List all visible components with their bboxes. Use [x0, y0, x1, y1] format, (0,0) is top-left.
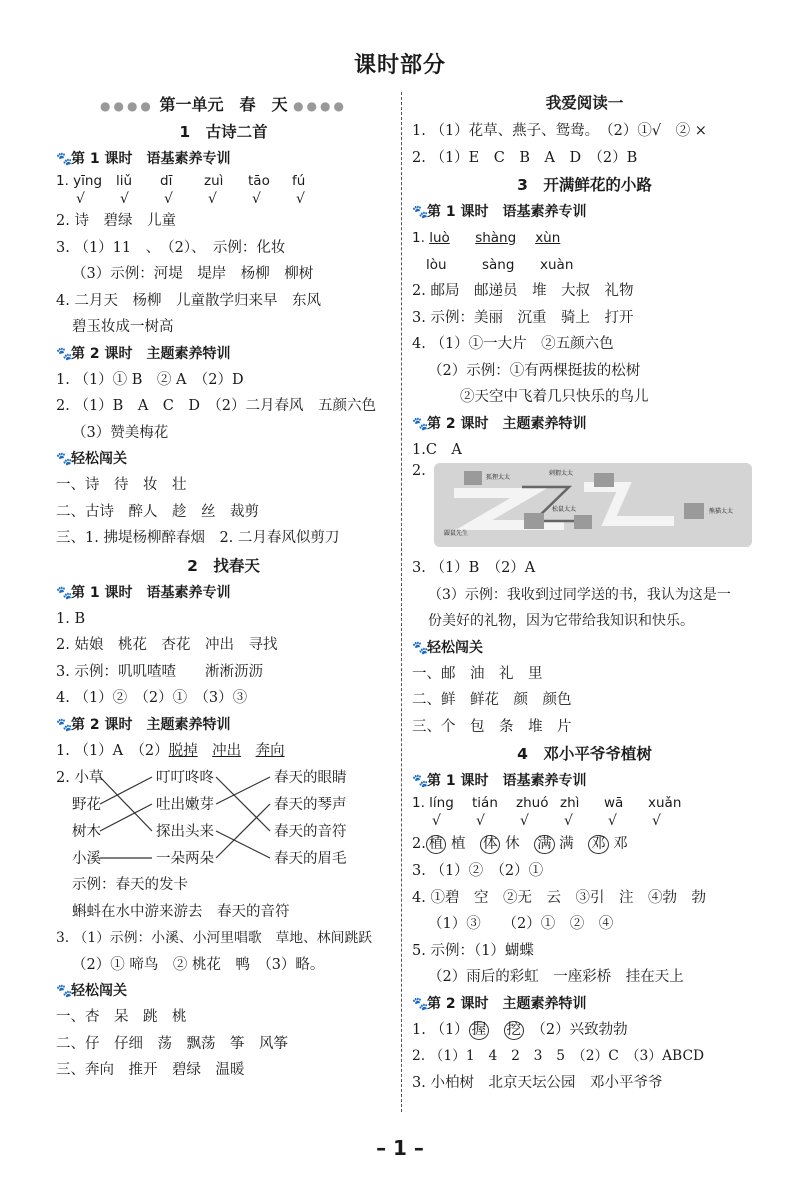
answer-line: 2. （1）B A C D （2）二月春风 五颜六色 [56, 398, 376, 414]
circled-char: 挖 [504, 1021, 525, 1040]
answer-line: 1. （1）① B ② A （2）D [56, 371, 244, 388]
right-column [412, 92, 757, 1096]
answer-line: 一、诗 待 妆 壮 [56, 477, 187, 493]
answer-line: 二、鲜 鲜花 颜 颜色 [412, 692, 572, 708]
paw-icon: 🐾 [412, 774, 429, 789]
pinyin-underlined: luò [429, 230, 450, 246]
answer-line: 1. B [56, 610, 86, 627]
match-left-item: 野花 [72, 797, 101, 813]
circled-char: 邓 [588, 835, 609, 854]
check-mark: √ [520, 813, 529, 829]
match-left-item: 小溪 [72, 851, 101, 867]
match-right-item: 春天的音符 [274, 824, 347, 840]
pinyin-syllable: zuì [204, 173, 224, 189]
check-mark: √ [76, 191, 85, 207]
answer-line: 1. （1）花草、燕子、鸳鸯。 （2）①√ ② × [412, 123, 707, 139]
reading-title: 我爱阅读一 [545, 94, 624, 112]
section-heading: 🐾第 1 课时 语基素养专训 [412, 199, 757, 225]
answer-line: （3）赞美梅花 [72, 424, 169, 441]
dots-decoration: ●●●● [293, 98, 347, 113]
answer-line: 一、杏 呆 跳 桃 [56, 1009, 187, 1025]
pinyin-syllable: zhuó [516, 795, 549, 811]
answer-line: （2）示例：①有两棵挺拔的松树 [428, 362, 641, 379]
answer-line: 3. （1）B （2）A [412, 560, 536, 576]
pinyin-underlined: shàng [475, 230, 517, 246]
match-mid-item: 一朵两朵 [156, 851, 214, 867]
left-column [56, 92, 391, 1084]
circled-char: 体 [480, 835, 501, 854]
map-label: 松鼠太太 [552, 506, 577, 513]
map-answer [412, 463, 757, 555]
pinyin-syllable: tāo [248, 173, 270, 189]
match-right-item: 春天的琴声 [274, 797, 347, 813]
check-mark: √ [208, 191, 217, 207]
answer-line: 蝌蚪在水中游来游去 春天的音符 [72, 903, 290, 920]
section-heading: 🐾第 2 课时 主题素养特训 [56, 712, 391, 738]
dots-decoration: ●●●● [100, 98, 154, 113]
pinyin-syllable: liǔ [116, 173, 133, 189]
paw-icon: 🐾 [56, 585, 73, 601]
page-title: 课时部分 [353, 53, 446, 78]
match-left-item: 树木 [72, 824, 101, 840]
route-map-image [434, 463, 752, 547]
section-heading: 🐾第 1 课时 语基素养专训 [56, 580, 391, 606]
question-number: 2. [412, 463, 426, 479]
match-right-item: 春天的眉毛 [274, 851, 347, 867]
underlined-word: 奔向 [255, 742, 285, 759]
paw-icon: 🐾 [56, 452, 73, 467]
lesson-title: 1 古诗二首 [179, 123, 268, 141]
check-row [56, 191, 391, 208]
match-mid-item: 吐出嫩芽 [156, 797, 214, 813]
answer-line: （2）雨后的彩虹 一座彩桥 挂在天上 [428, 969, 684, 985]
answer-line: （3）示例：我收到过同学送的书，我认为这是一 [428, 586, 731, 603]
answer-line: 示例：春天的发卡 [72, 877, 188, 893]
underlined-word: 脱掉 [168, 742, 198, 759]
answer-line: 3. （1）② （2）① [412, 863, 544, 879]
section-heading: 🐾第 1 课时 语基素养专训 [56, 146, 391, 172]
paw-icon: 🐾 [56, 346, 73, 362]
section-heading: 🐾第 2 课时 主题素养特训 [412, 991, 757, 1017]
paw-icon: 🐾 [412, 996, 429, 1012]
section-heading: 🐾第 1 课时 语基素养专训 [412, 768, 757, 794]
answer-line: 4. ①碧 空 ②无 云 ③引 注 ④勃 勃 [412, 889, 706, 906]
match-mid-item: 探出头来 [156, 824, 214, 840]
check-mark: √ [296, 191, 305, 207]
pinyin-row [412, 794, 757, 813]
pinyin-syllable: 1. yīng [56, 173, 103, 189]
matching-exercise [56, 764, 391, 872]
map-label: 鼹鼠先生 [444, 530, 469, 537]
check-mark: √ [652, 813, 661, 829]
pinyin-syllable: tián [472, 795, 498, 811]
section-heading: 🐾轻松闯关 [56, 446, 391, 472]
paw-icon: 🐾 [412, 205, 429, 220]
answer-line: 3. （1）11 、 （2）、 示例：化妆 [56, 239, 286, 256]
answer-line: （3）示例：河堤 堤岸 杨柳 柳树 [72, 266, 314, 282]
paw-icon: 🐾 [56, 152, 73, 167]
underlined-word: 冲出 [212, 742, 242, 759]
answer-line: 1.C A [412, 441, 462, 458]
pinyin-line: lòu sàng xuàn [426, 256, 574, 273]
match-right-item: 春天的眼睛 [274, 770, 347, 786]
map-label: 刺猬太太 [549, 470, 574, 477]
lesson-title: 3 开满鲜花的小路 [517, 176, 652, 194]
map-label: 熊猫太太 [709, 508, 734, 515]
pinyin-row [56, 172, 391, 191]
answer-line: 4. 二月天 杨柳 儿童散学归来早 东风 [56, 292, 321, 309]
circled-char: 植 [426, 835, 447, 854]
lesson-title: 4 邓小平爷爷植树 [517, 745, 652, 763]
section-heading: 🐾第 2 课时 主题素养特训 [56, 341, 391, 367]
answer-line: 2. 姑娘 桃花 杏花 冲出 寻找 [56, 637, 278, 653]
answer-line: 二、古诗 醉人 趁 丝 裁剪 [56, 503, 259, 520]
answer-line: 碧玉妆成一树高 [72, 319, 174, 335]
answer-line: ②天空中飞着几只快乐的鸟儿 [460, 389, 649, 405]
answer-line: 3. 小柏树 北京天坛公园 邓小平爷爷 [412, 1074, 663, 1091]
answer-line: 份美好的礼物，因为它带给我知识和快乐。 [428, 613, 694, 629]
check-mark: √ [608, 813, 617, 829]
pinyin-syllable: wā [604, 795, 624, 811]
answer-line: 4. （1）② （2）① （3）③ [56, 690, 248, 706]
pinyin-line: 1. luò shàng xùn [412, 225, 757, 252]
answer-line: 2. 邮局 邮递员 堆 大叔 礼物 [412, 283, 634, 299]
section-heading: 🐾第 2 课时 主题素养特训 [412, 411, 757, 437]
answer-line: 2. 诗 碧绿 儿童 [56, 213, 176, 229]
answer-line: 5. 示例：（1）蝴蝶 [412, 942, 534, 959]
pinyin-syllable: zhì [560, 795, 580, 811]
pinyin-syllable: xuǎn [648, 795, 682, 811]
answer-line: （2）① 啼鸟 ② 桃花 鸭 （3）略。 [72, 956, 325, 973]
pinyin-syllable: dī [160, 173, 173, 189]
check-mark: √ [120, 191, 129, 207]
column-divider [401, 92, 402, 1112]
page-number: – 1 – [376, 1136, 424, 1160]
match-left-item: 2. 小草 [56, 770, 104, 786]
answer-line: 三、奔向 推开 碧绿 温暖 [56, 1062, 245, 1078]
answer-line: （1）③ （2）① ② ④ [428, 916, 614, 932]
section-heading: 🐾轻松闯关 [56, 978, 391, 1004]
answer-line: 1. （1）A （2）脱掉 冲出 奔向 [56, 742, 285, 759]
pinyin-underlined: xùn [535, 230, 561, 246]
paw-icon: 🐾 [412, 640, 429, 656]
paw-icon: 🐾 [412, 416, 429, 432]
check-mark: √ [164, 191, 173, 207]
paw-icon: 🐾 [56, 984, 73, 999]
answer-line: 二、仔 仔细 荡 飘荡 筝 风筝 [56, 1035, 288, 1052]
answer-line: 3. （1）示例：小溪、小河里唱歌 草地、林间跳跃 [56, 930, 373, 946]
answer-line: 2. （1）1 4 2 3 5 （2）C （3）ABCD [412, 1048, 705, 1064]
circled-char: 满 [534, 835, 555, 854]
check-mark: √ [432, 813, 441, 829]
unit-heading [56, 92, 391, 118]
section-heading: 🐾轻松闯关 [412, 635, 757, 661]
answer-line: 2. （1）E C B A D （2）B [412, 149, 638, 166]
lesson-title: 2 找春天 [187, 556, 260, 575]
check-mark: √ [252, 191, 261, 207]
pinyin-syllable: fú [292, 173, 306, 189]
answer-line: 三、1. 拂堤杨柳醉春烟 2. 二月春风似剪刀 [56, 530, 340, 546]
answer-line: 3. 示例：美丽 沉重 骑上 打开 [412, 309, 634, 326]
check-row [412, 813, 757, 830]
answer-line: 1. （1） 握 挖 （2）兴致勃勃 [412, 1021, 628, 1038]
unit-title: 第一单元 春 天 [159, 95, 288, 114]
answer-line: 3. 示例：叽叽喳喳 淅淅沥沥 [56, 663, 263, 680]
check-mark: √ [476, 813, 485, 829]
answer-line: 三、个 包 条 堆 片 [412, 718, 572, 735]
check-mark: √ [564, 813, 573, 829]
answer-line: 2. 植 植 体 休 满 满 邓 邓 [412, 836, 628, 852]
paw-icon: 🐾 [56, 717, 73, 733]
answer-line: 4. （1）①一大片 ②五颜六色 [412, 336, 614, 352]
map-label: 狐狸太太 [486, 474, 511, 481]
route-map-drawing [434, 463, 752, 547]
pinyin-syllable: 1. líng [412, 795, 454, 811]
circled-char: 握 [469, 1021, 490, 1040]
answer-line: 一、邮 油 礼 里 [412, 665, 543, 682]
match-mid-item: 叮叮咚咚 [156, 770, 214, 786]
